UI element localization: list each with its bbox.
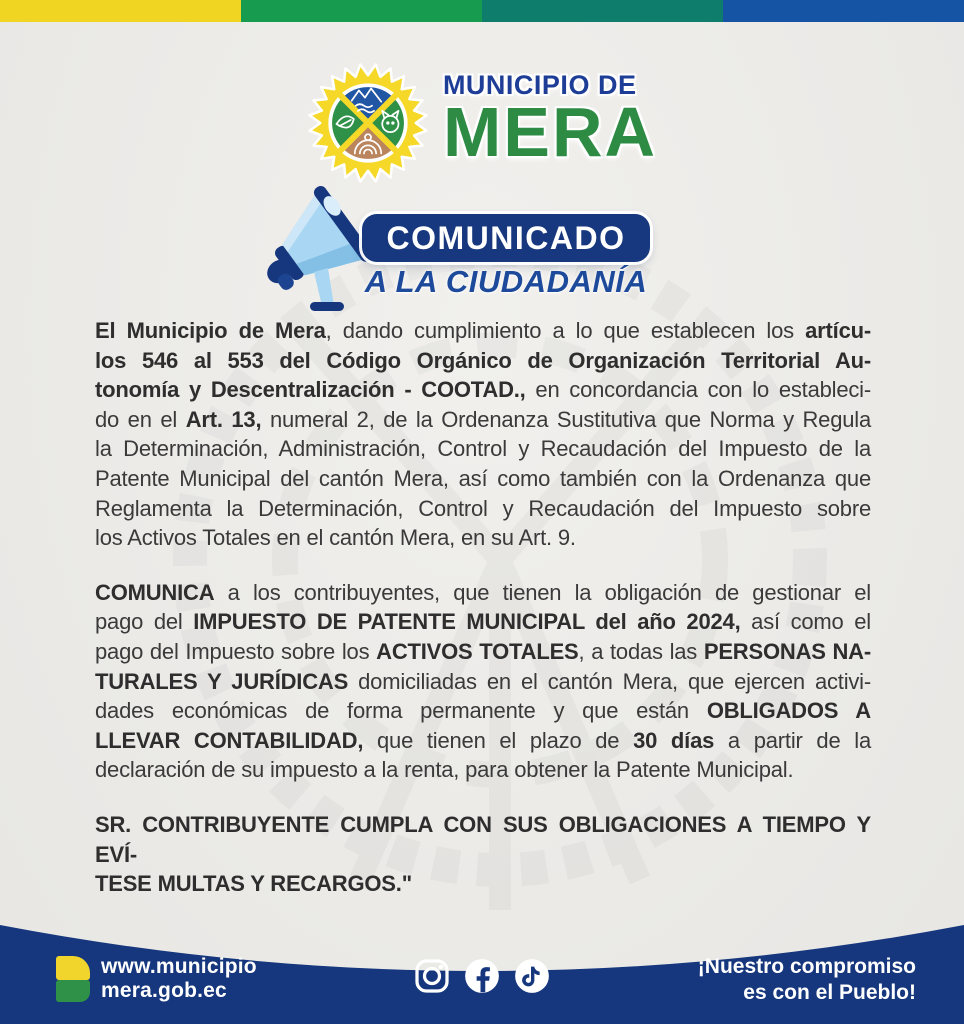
text-line: El Municipio de Mera, dando cumplimiento a lo que establecen los artícu-: [95, 318, 871, 343]
text-line: TESE MULTAS Y RECARGOS.": [95, 871, 412, 897]
strip-green: [241, 0, 482, 22]
top-color-strip: [0, 0, 964, 22]
strip-teal: [482, 0, 723, 22]
brand-title-line1: MUNICIPIO DE: [442, 70, 637, 100]
comunicado-title: COMUNICADO: [386, 219, 626, 256]
comunicado-subtitle: A LA CIUDADANÍA: [364, 264, 648, 299]
megaphone-icon: [240, 176, 400, 314]
slogan: ¡Nuestro compromiso es con el Pueblo!: [697, 955, 916, 1004]
municipal-seal-icon: [307, 62, 429, 184]
paragraph: [95, 316, 871, 553]
paragraph: [95, 578, 871, 785]
strip-blue: [723, 0, 964, 22]
facebook-icon: [462, 956, 502, 996]
text-line: declaración de su impuesto a la renta, para obtener la Patente Municipal.: [95, 757, 794, 783]
text-line: pago del Impuesto sobre los ACTIVOS TOTALES, a todas las PERSONAS NA-: [95, 638, 871, 664]
website-url: www.municipio mera.gob.ec: [101, 955, 257, 1002]
comunicado-banner: [362, 214, 650, 262]
social-icons: [412, 956, 552, 996]
mini-flag-icon: [56, 956, 90, 1002]
tiktok-icon: [512, 956, 552, 996]
text-line: los Activos Totales en el cantón Mera, en su Art. 9.: [95, 525, 576, 551]
paragraph: [95, 810, 871, 899]
website-block: [56, 955, 257, 1003]
strip-yellow: [0, 0, 241, 22]
instagram-icon: [412, 956, 452, 996]
text-line: tonomía y Descentralización - COOTAD., en concordancia con lo estableci-: [95, 377, 871, 403]
brand-text: [442, 58, 658, 171]
announcement-body: [95, 316, 871, 899]
text-line: LLEVAR CONTABILIDAD, que tienen el plazo de 30 días a partir de la: [95, 727, 871, 753]
text-line: la Determinación, Administración, Control y Recaudación del Impuesto de la: [95, 436, 871, 462]
text-line: COMUNICA a los contribuyentes, que tienen la obligación de gestionar el: [95, 579, 871, 605]
text-line: do en el Art. 13, numeral 2, de la Ordenanza Sustitutiva que Norma y Regula: [95, 406, 872, 432]
text-line: Reglamenta la Determinación, Control y Recaudación del Impuesto sobre: [95, 495, 871, 521]
footer-content: [0, 952, 964, 1016]
text-line: TURALES Y JURÍDICAS domiciliadas en el cantón Mera, que ejercen activi-: [95, 668, 871, 694]
text-line: pago del IMPUESTO DE PATENTE MUNICIPAL del año 2024, así como el: [95, 609, 871, 635]
brand-header: [0, 58, 964, 184]
brand-title-line2: MERA: [442, 93, 658, 171]
text-line: dades económicas de forma permanente y que están OBLIGADOS A: [95, 698, 871, 724]
text-line: Patente Municipal del cantón Mera, así como también con la Ordenanza que: [95, 465, 871, 491]
footer: [0, 922, 964, 1024]
text-line: SR. CONTRIBUYENTE CUMPLA CON SUS OBLIGACIONES A TIEMPO Y EVÍ-: [95, 811, 871, 867]
text-line: los 546 al 553 del Código Orgánico de Organización Territorial Au-: [95, 347, 871, 373]
